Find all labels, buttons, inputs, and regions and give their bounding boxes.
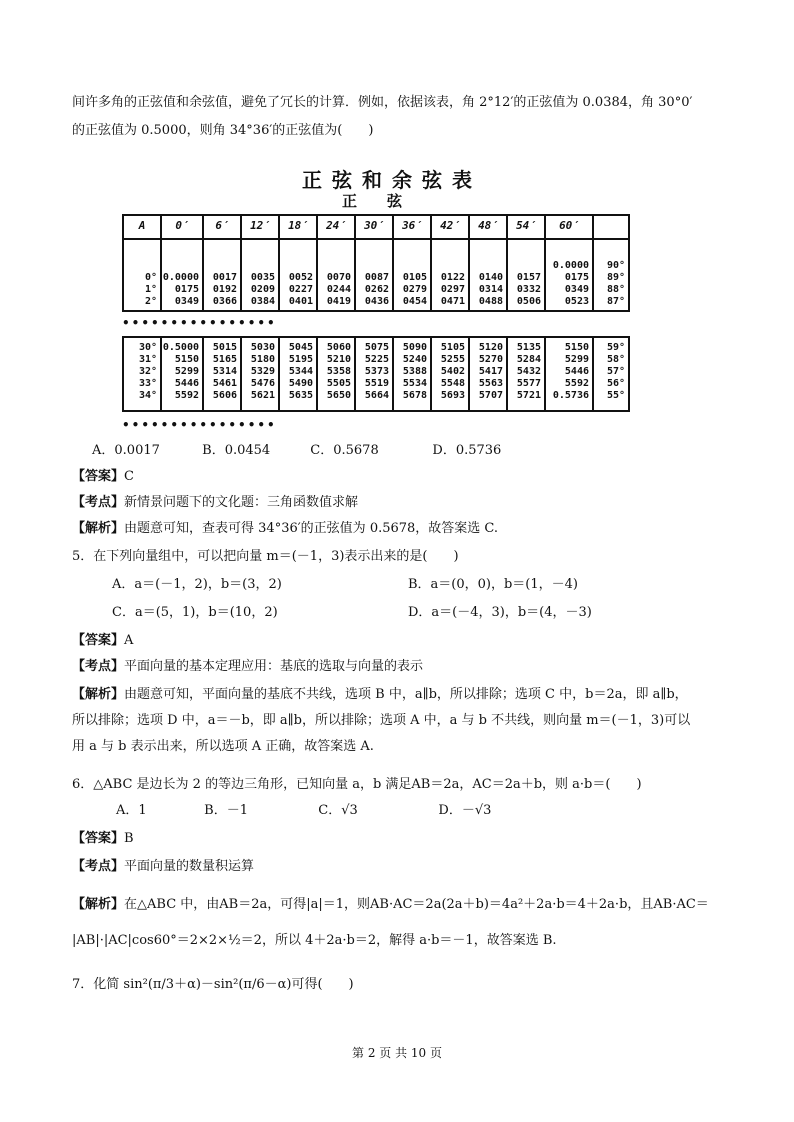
table-column: 0017 0192 0366 [204,236,242,310]
answer-tag: 【答案】 [72,831,125,846]
header-cell: 36′ [394,216,432,238]
table-column: 5150 5299 5446 5592 0.5736 [546,338,594,410]
q5-analysis-line-3: 用 a 与 b 表示出来，所以选项 A 正确，故答案选 A. [72,739,374,754]
table-column: 0140 0314 0488 [470,236,508,310]
q6-point [72,856,724,878]
table-ellipsis-dots: •••••••••••••••• [122,316,277,330]
table-column: 90° 89° 88° 87° [606,260,625,307]
q7-stem: 7．化简 sin²(π/3＋α)－sin²(π/6－α)可得( ) [72,977,354,992]
table-column: 5045 5195 5344 5490 5635 [280,338,318,410]
header-cell: 24′ [318,216,356,238]
q5-point [72,656,724,678]
q5-options-row2 [112,602,764,624]
point-text: 平面向量的基本定理应用：基底的选取与向量的表示 [124,659,424,674]
header-cell: 18′ [280,216,318,238]
answer-value: A [124,633,134,648]
option-a: A．1 [116,803,147,818]
q5-stem: 5．在下列向量组中，可以把向量 m＝(－1，3)表示出来的是( ) [72,549,459,564]
table-column: 0.5000 5150 5299 5446 5592 [162,338,204,410]
header-cell: 6′ [204,216,242,238]
table-column: 5135 5284 5432 5577 5721 [508,338,546,410]
header-cell: 0′ [162,216,204,238]
table-column: 59° 58° 57° 56° 55° [606,342,625,401]
q5-options-row1 [112,574,764,596]
header-cell: 30′ [356,216,394,238]
table-column: 0087 0262 0436 [356,236,394,310]
option-d: D．0.5736 [432,443,502,458]
intro-line-1: 间许多角的正弦值和余弦值，避免了冗长的计算．例如，依据该表，角 2°12′的正弦值为 0.0384，角 30°0′ [72,95,693,110]
header-cell: A [124,216,162,238]
answer-tag: 【答案】 [72,633,125,648]
table-column: 0157 0332 0506 [508,236,546,310]
q4-answer [72,466,724,488]
table-column: 0122 0297 0471 [432,236,470,310]
q4-options [92,440,744,462]
analysis-text: 由题意可知，平面向量的基底不共线，选项 B 中，a∥b，所以排除；选项 C 中，b＝2a，即 a∥b， [124,687,688,702]
table-column: 5015 5165 5314 5461 5606 [204,338,242,410]
q6-stem: 6．△ABC 是边长为 2 的等边三角形，已知向量 a，b 满足AB＝2a，AC＝2a＋b，则 a·b＝( ) [72,777,642,792]
option-b: B．－1 [204,803,248,818]
page-footer: 第 2 页 共 10 页 [352,1046,442,1060]
header-cell: 12′ [242,216,280,238]
q6-analysis-line-2: |AB|·|AC|cos60°＝2×2×½＝2，所以 4＋2a·b＝2，解得 a·b＝－1，故答案选 B. [72,933,557,948]
option-c: C．0.5678 [310,443,379,458]
point-tag: 【考点】 [72,495,125,510]
q6-analysis-line-1 [72,894,724,916]
intro-line-2: 的正弦值为 0.5000，则角 34°36′的正弦值为( ) [72,123,374,138]
table-column: 0105 0279 0454 [394,236,432,310]
table-bottom-block [122,336,630,412]
analysis-text: 在△ABC 中，由AB＝2a，可得|a|＝1，则AB·AC＝2a(2a＋b)＝4a²＋2a·b＝4＋2a·b，且AB·AC＝ [124,897,709,912]
table-column: 0052 0227 0401 [280,236,318,310]
table-column: 0035 0209 0384 [242,236,280,310]
header-cell: 54′ [508,216,546,238]
option-a: A．a＝(－1，2)，b＝(3，2) [112,577,282,592]
table-column: 0.0000 0175 0349 0523 [546,236,594,310]
table-column: 30° 31° 32° 33° 34° [124,338,162,410]
table-column: 5060 5210 5358 5505 5650 [318,338,356,410]
option-c: C．√3 [318,803,358,818]
table-column: 5030 5180 5329 5476 5621 [242,338,280,410]
option-a: A．0.0017 [92,443,160,458]
table-column: 5090 5240 5388 5534 5678 [394,338,432,410]
table-column: 5105 5255 5402 5548 5693 [432,338,470,410]
sine-table-figure [116,160,636,438]
q6-options [116,800,768,822]
option-d: D．a＝(－4，3)，b＝(4，－3) [408,605,592,620]
analysis-tag: 【解析】 [72,687,125,702]
table-column: 0.0000 0175 0349 [162,236,204,310]
q5-analysis-line-2: 所以排除；选项 D 中，a＝－b，即 a∥b，所以排除；选项 A 中，a 与 b 不共线，则向量 m＝(－1，3)可以 [72,713,691,728]
q4-analysis [72,518,724,540]
table-column: 0° 1° 2° [124,236,162,310]
q4-point [72,492,724,514]
point-tag: 【考点】 [72,659,125,674]
table-ellipsis-dots: •••••••••••••••• [122,418,277,432]
answer-value: B [124,831,134,846]
point-text: 平面向量的数量积运算 [124,859,255,874]
q5-answer [72,630,724,652]
table-column: 5120 5270 5417 5563 5707 [470,338,508,410]
option-c: C．a＝(5，1)，b＝(10，2) [112,605,278,620]
header-cell: 42′ [432,216,470,238]
table-top-block [122,236,630,312]
table-subtitle: 正弦 [342,192,433,210]
option-b: B．0.0454 [202,443,271,458]
q5-analysis-line-1 [72,684,724,706]
answer-value: C [124,469,134,484]
header-cell: 48′ [470,216,508,238]
header-cell: 60′ [546,216,594,238]
analysis-tag: 【解析】 [72,897,125,912]
analysis-text: 由题意可知，查表可得 34°36′的正弦值为 0.5678，故答案选 C. [124,521,499,536]
analysis-tag: 【解析】 [72,521,125,536]
q6-answer [72,828,724,850]
answer-tag: 【答案】 [72,469,125,484]
point-text: 新情景问题下的文化题：三角函数值求解 [124,495,359,510]
option-d: D．－√3 [438,803,492,818]
table-column: 5075 5225 5373 5519 5664 [356,338,394,410]
point-tag: 【考点】 [72,859,125,874]
header-cell [594,216,628,238]
option-b: B．a＝(0，0)，b＝(1，－4) [408,577,578,592]
table-column: 0070 0244 0419 [318,236,356,310]
table-title: 正弦和余弦表 [302,168,482,192]
